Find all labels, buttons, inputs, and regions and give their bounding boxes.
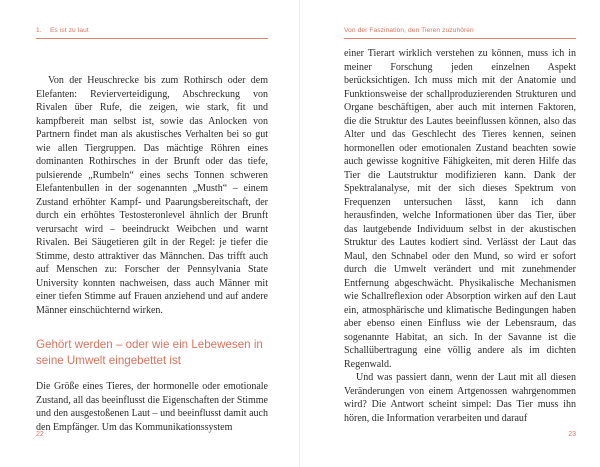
running-head-left	[36, 26, 268, 39]
book-section-title: Von der Faszination, den Tieren zuzuhören	[344, 27, 474, 34]
paragraph: Und was passiert dann, wenn der Laut mit all diesen Veränderungen von einem Artgenossen wahrgenommen wird? Die Antwort scheint simpel: Das Tier muss ihn hören, die Information verarbeiten und darauf	[344, 372, 576, 424]
right-page	[300, 0, 600, 467]
right-body-text	[344, 47, 576, 425]
left-body-text	[36, 74, 268, 434]
paragraph: Von der Heuschrecke bis zum Rothirsch oder dem Elefanten: Revierverteidigung, Abschreckung von Rivalen über Rufe, die zeigen, wie stark, fit und kampfbereit man selbst ist, sowie das Anlocken von Partnern findet man als akustisches Verhalten bei so gut wie allen Tiergruppen. Das mächtige Röhren eines dominanten Rothirsches in der Brunft oder das tiefe, pulsierende „Rumbeln“ eines sechs Tonnen schweren Elefantenbullen in der sogenannten „Musth“ – einem Zustand erhöhter Kampf- und Paarungsbereitschaft, der durch ein erhöhtes Testosteronlevel ähnlich der Brunft verursacht wird – beeindruckt Weibchen und warnt Rivalen. Bei Säugetieren gilt in der Regel: je tiefer die Stimme, desto attraktiver das Männchen. Das trifft auch auf Menschen zu: Forscher der Pennsylvania State University konnten nachweisen, dass auch Männer mit einer tiefen Stimme auf Frauen anziehend und auf andere Männer einschüchternd wirken.	[36, 75, 268, 316]
chapter-number: 1.	[36, 27, 42, 34]
page-number-left: 22	[36, 431, 44, 438]
chapter-title: Es ist zu laut	[50, 27, 89, 34]
running-head-right	[344, 26, 576, 39]
paragraph: Die Größe eines Tieres, der hormonelle oder emotionale Zustand, all das beeinflusst die Eigenschaften der Stimme und den ausgestoßenen Laut – und beeinflusst damit auch den Empfänger. Um das Kommunikationssystem	[36, 381, 268, 433]
page-number-right: 23	[568, 431, 576, 438]
section-heading: Gehört werden – oder wie ein Lebewesen in seine Umwelt eingebettet ist	[36, 338, 263, 367]
paragraph: einer Tierart wirklich verstehen zu können, muss ich in meiner Forschung jeden einzelnen Aspekt berücksichtigen. Ich muss mich mit der Anatomie und Funktionsweise der schallproduzierenden Strukturen und Organe beschäftigen, aber auch mit internen Faktoren, die die Struktur des Lautes beeinflussen können, also das Alter und das Geschlecht des Tieres kennen, seinen hormonellen oder emotionalen Zustand beachten sowie auch gewisse kognitive Fähigkeiten, mit deren Hilfe das Tier die Lautstruktur modifizieren kann. Dank der Spektralanalyse, mit der sich dieses Spektrum von Frequenzen untersuchen lässt, kann ich dann herausfinden, welche Informationen über das Tier, über das lautgebende Individuum selbst in der akustischen Struktur des Lautes kodiert sind. Verlässt der Laut das Maul, den Schnabel oder den Mund, so wird er sofort durch die Umwelt verändert und mit zunehmender Entfernung abgeschwächt. Physikalische Mechanismen wie Schallreflexion oder Absorption wirken auf den Laut ein, atmosphärische und klimatische Bedingungen haben aber ebenso einen Einfluss wie der Lebensraum, das sogenannte Habitat, an sich. In der Savanne ist die Schallübertragung eine völlig andere als im dichten Regenwald.	[344, 48, 576, 370]
